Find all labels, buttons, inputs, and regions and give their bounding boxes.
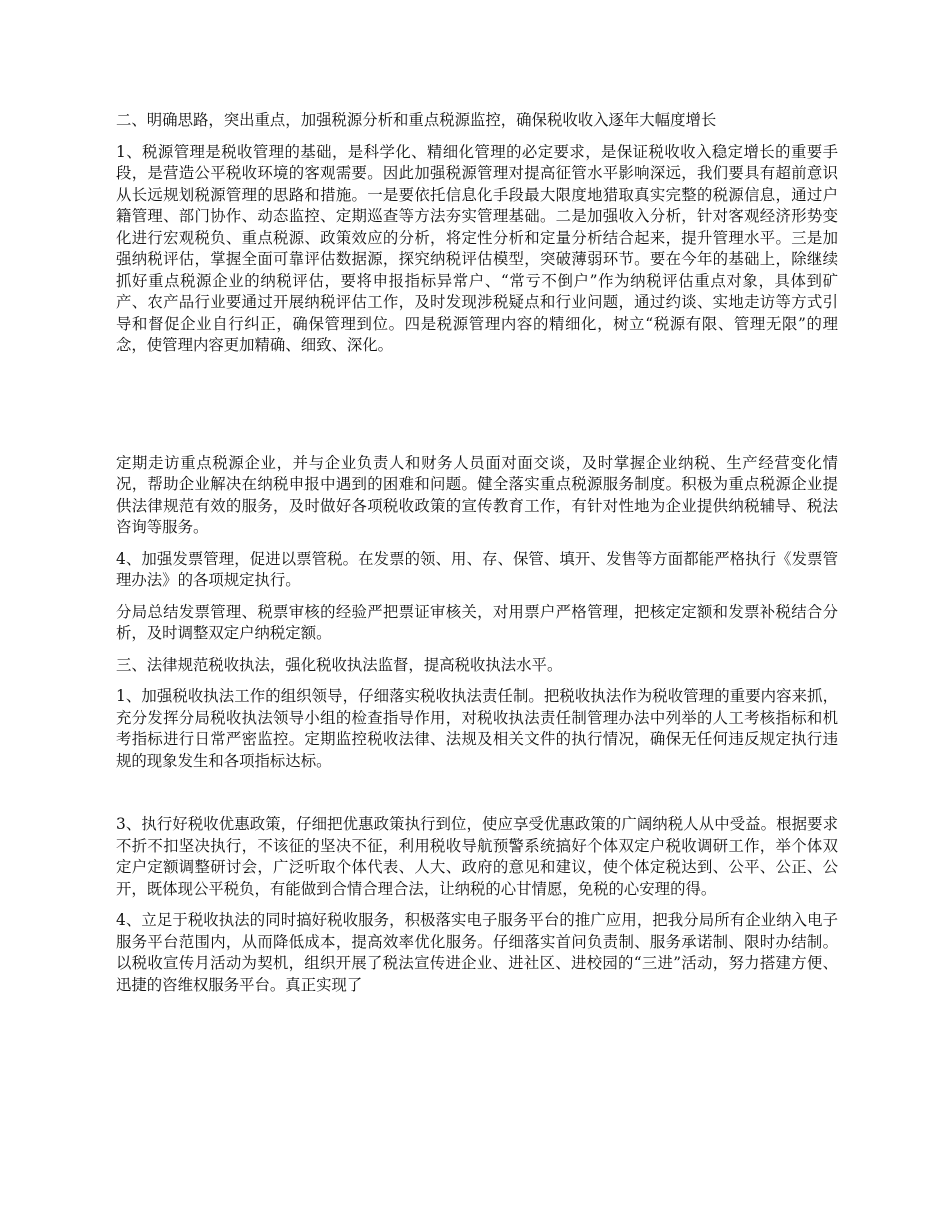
paragraph-tax-service: 4、立足于税收执法的同时搞好税收服务，积极落实电子服务平台的推广应用，把我分局所有企业纳入电子服务平台范围内，从而降低成本，提高效率优化服务。仔细落实首问负责制、服务承诺制、限时办结制。以税收宣传月活动为契机，组织开展了税法宣传进企业、进社区、进校园的“三进”活动，努力搭建方便、迅捷的咨维权服务平台。真正实现了: [116, 911, 838, 994]
blank-gap: [116, 367, 838, 453]
paragraph-enforcement-leadership: 1、加强税收执法工作的组织领导，仔细落实税收执法责任制。把税收执法作为税收管理的重要内容来抓，充分发挥分局税收执法领导小组的检查指导作用，对税收执法责任制管理办法中列举的人工考核指标和机考指标进行日常严密监控。定期监控税收法律、法规及相关文件的执行情况，确保无任何违反规定执行违规的现象发生和各项指标达标。: [116, 687, 838, 770]
paragraph-preferential-policy: 3、执行好税收优惠政策，仔细把优惠政策执行到位，使应享受优惠政策的广阔纳税人从中受益。根据要求不折不扣坚决执行，不该征的坚决不征，利用税收导航预警系统搞好个体双定户税收调研工作，举个体双定户定额调整研讨会，广泛听取个体代表、人大、政府的意见和建议，使个体定税达到、公平、公正、公开，既体现公平税负，有能做到合情合理合法，让纳税的心甘情愿，免税的心安理的得。: [116, 815, 838, 898]
paragraph-invoice-review: 分局总结发票管理、税票审核的经验严把票证审核关，对用票户严格管理，把核定定额和发票补税结合分析，及时调整双定户纳税定额。: [116, 602, 838, 642]
section-heading-2: 二、明确思路，突出重点，加强税源分析和重点税源监控，确保税收收入逐年大幅度增长: [116, 111, 717, 129]
paragraph-invoice-management: 4、加强发票管理，促进以票管税。在发票的领、用、存、保管、填开、发售等方面都能严格执行《发票管理办法》的各项规定执行。: [116, 549, 838, 589]
section-heading-3: 三、法律规范税收执法，强化税收执法监督，提高税收执法水平。: [116, 655, 563, 674]
blank-gap: [116, 782, 838, 814]
paragraph-key-enterprise-visits: 定期走访重点税源企业，并与企业负责人和财务人员面对面交谈，及时掌握企业纳税、生产经营变化情况，帮助企业解决在纳税申报中遇到的困难和问题。健全落实重点税源服务制度。积极为重点税源企业提供法律规范有效的服务，及时做好各项税收政策的宣传教育工作，有针对性地为企业提供纳税辅导、税法咨询等服务。: [116, 453, 838, 536]
paragraph-tax-source-management: 1、税源管理是税收管理的基础，是科学化、精细化管理的必定要求，是保证税收收入稳定增长的重要手段，是营造公平税收环境的客观需要。因此加强税源管理对提高征管水平影响深远，我们要具有超前意识从长远规划税源管理的思路和措施。一是要依托信息化手段最大限度地猎取真实完整的税源信息，通过户籍管理、部门协作、动态监控、定期巡查等方法夯实管理基础。二是加强收入分析，针对客观经济形势变化进行宏观税负、重点税源、政策效应的分析，将定性分析和定量分析结合起来，提升管理水平。三是加强纳税评估，掌握全面可靠评估数据源，探究纳税评估模型，突破薄弱环节。要在今年的基础上，除继续抓好重点税源企业的纳税评估，要将申报指标异常户、“常亏不倒户”作为纳税评估重点对象，具体到矿产、农产品行业要通过开展纳税评估工作，及时发现涉税疑点和行业问题，通过约谈、实地走访等方式引导和督促企业自行纠正，确保管理到位。四是税源管理内容的精细化，树立“税源有限、管理无限”的理念，使管理内容更加精确、细致、深化。: [116, 142, 838, 354]
